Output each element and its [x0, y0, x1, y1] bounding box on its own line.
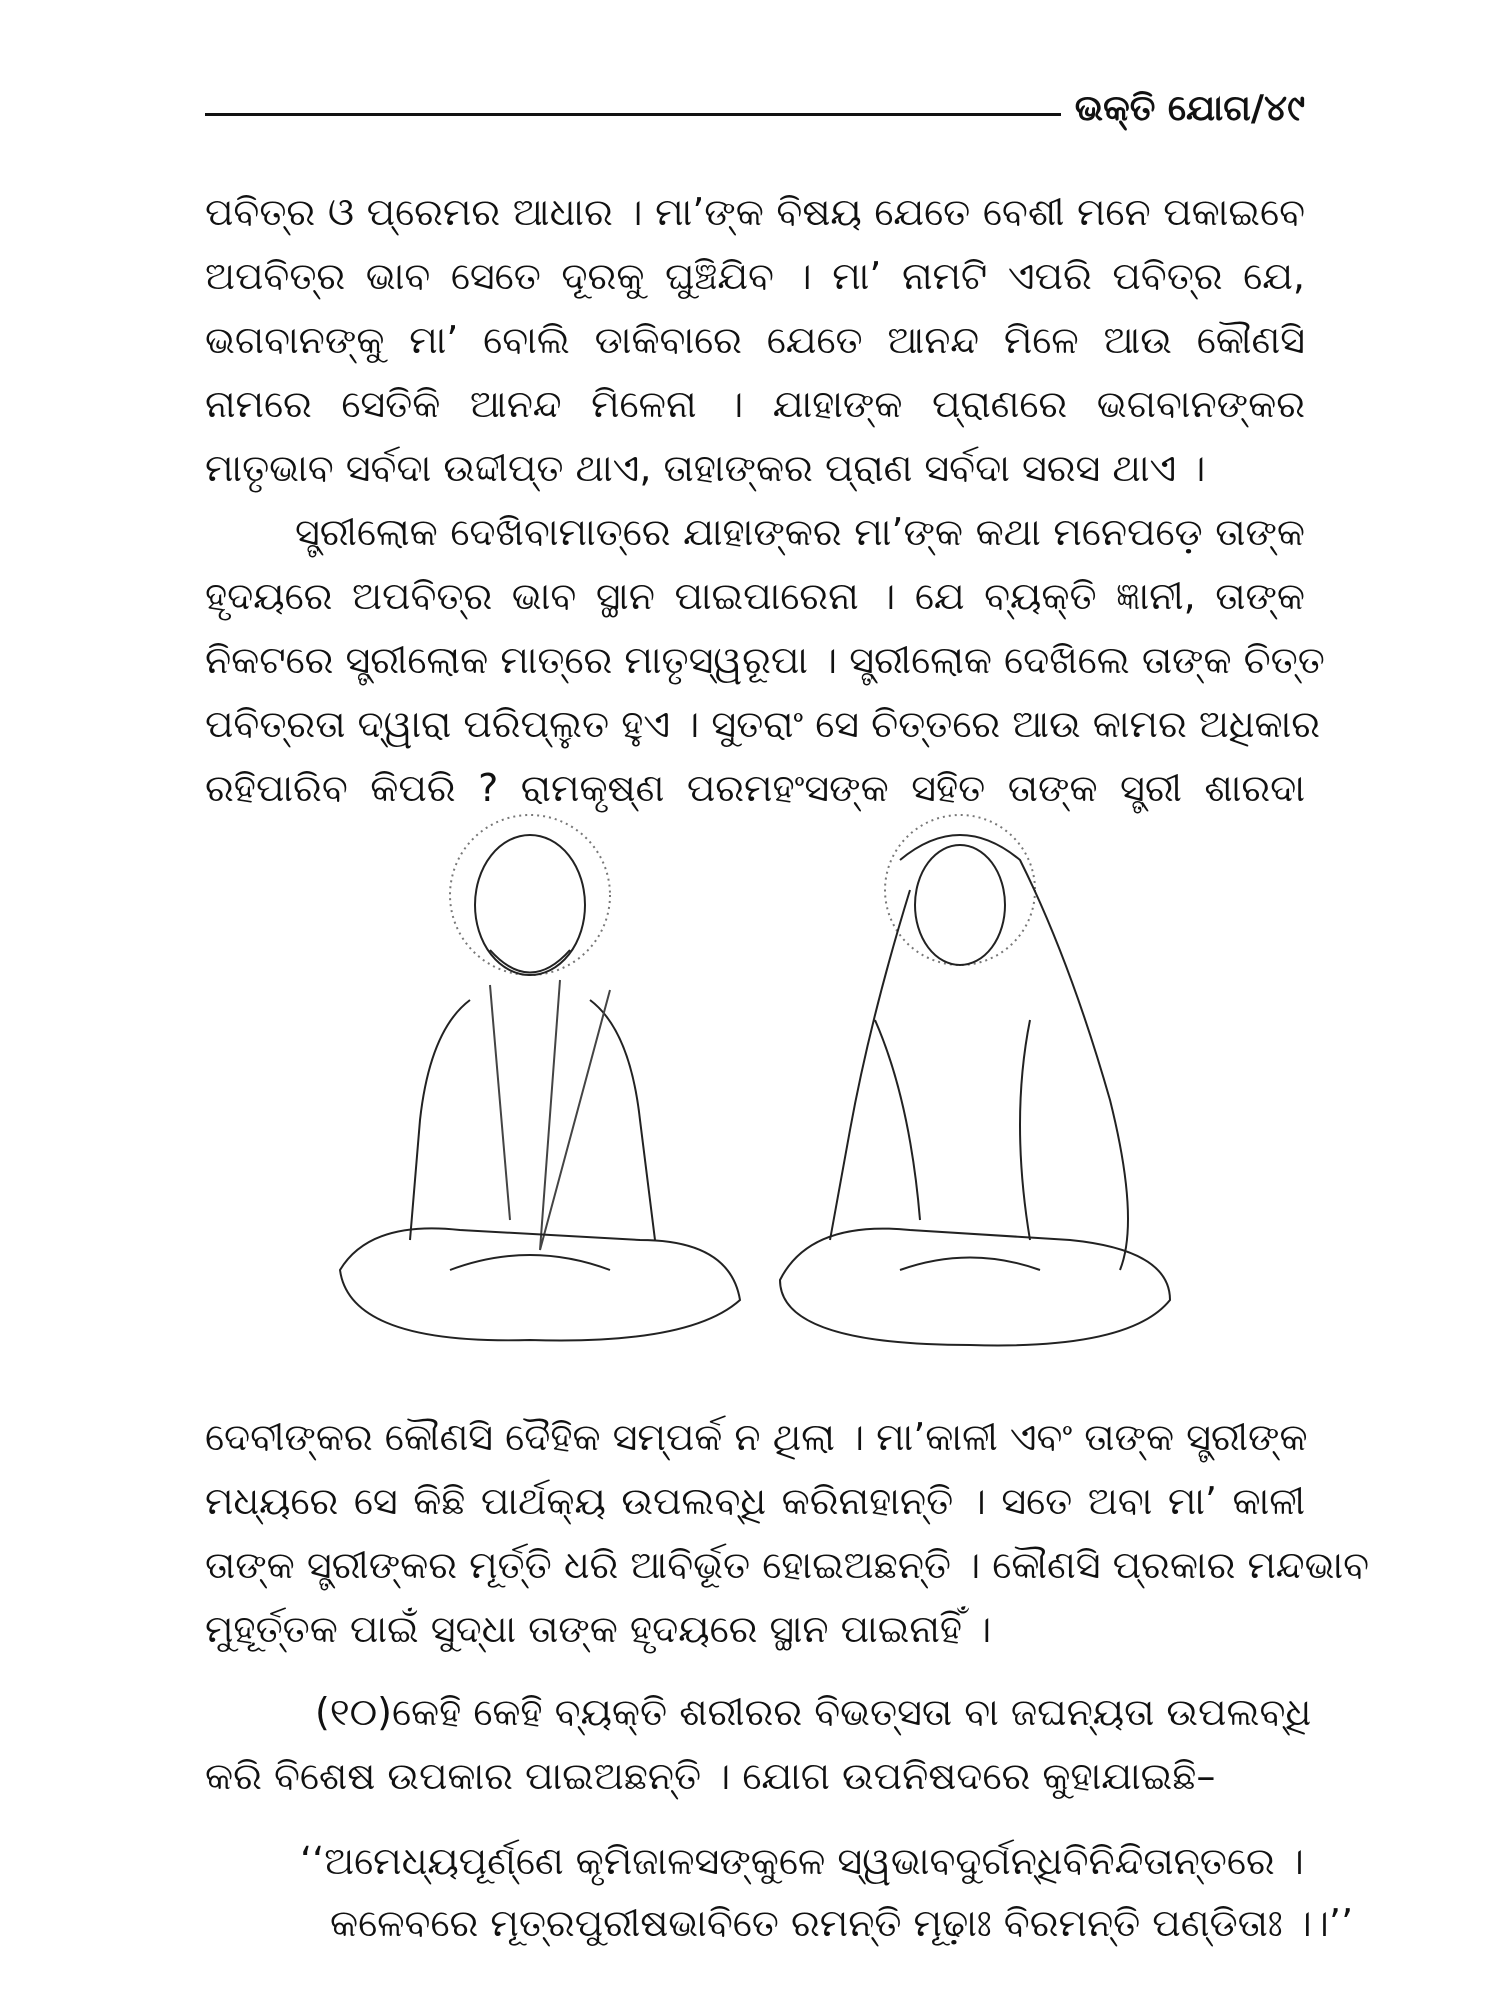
- text-line: ଅପବିତ୍ର ଭାବ ସେତେ ଦୂରକୁ ଘୁଞ୍ଚିଯିବ । ମା’ ନାମଟି ଏପରି ପବିତ୍ର ଯେ,: [205, 254, 1305, 298]
- text-line: ଭଗବାନଙ୍କୁ ମା’ ବୋଲି ଡାକିବାରେ ଯେତେ ଆନନ୍ଦ ମିଳେ ଆଉ କୌଣସି: [205, 318, 1305, 362]
- text-line: ହୃଦୟରେ ଅପବିତ୍ର ଭାବ ସ୍ଥାନ ପାଇପାରେନା । ଯେ ବ୍ୟକ୍ତି ଜ୍ଞାନୀ, ତାଙ୍କ: [205, 574, 1305, 618]
- text-line: ପବିତ୍ର ଓ ପ୍ରେମର ଆଧାର । ମା’ଙ୍କ ବିଷୟ ଯେତେ ବେଶୀ ମନେ ପକାଇବେ: [205, 190, 1305, 234]
- text-line: ମୁହୂର୍ତ୍ତକ ପାଇଁ ସୁଦ୍ଧା ତାଙ୍କ ହୃଦୟରେ ସ୍ଥାନ ପାଇନାହିଁ ।: [205, 1607, 992, 1651]
- paragraph-3: [205, 1405, 1370, 1661]
- paragraph-1: [205, 180, 1305, 500]
- hair-right: [830, 890, 910, 1240]
- text-line: ଦେବୀଙ୍କର କୌଣସି ଦୈହିକ ସମ୍ପର୍କ ନ ଥିଲା । ମା’କାଳୀ ଏବଂ ତାଙ୍କ ସ୍ତ୍ରୀଙ୍କ: [205, 1415, 1308, 1459]
- hands-left: [450, 1255, 610, 1270]
- running-title: ଭକ୍ତି ଯୋଗ/୪୯: [1074, 88, 1305, 129]
- arms-left: [410, 1000, 655, 1240]
- paragraph-4: [205, 1680, 1312, 1808]
- illustration-seated-figures: [310, 800, 1190, 1360]
- text-line: ମାତୃଭାବ ସର୍ବଦା ଉଦ୍ଦୀପ୍ତ ଥାଏ, ତାହାଙ୍କର ପ୍ରାଣ ସର୍ବଦା ସରସ ଥାଏ ।: [205, 446, 1206, 490]
- text-line: କରି ବିଶେଷ ଉପକାର ପାଇଅଛନ୍ତି । ଯୋଗ ଉପନିଷଦରେ କୁହାଯାଇଛି–: [205, 1754, 1216, 1798]
- text-line: ତାଙ୍କ ସ୍ତ୍ରୀଙ୍କର ମୂର୍ତ୍ତି ଧରି ଆବିର୍ଭୂତ ହୋଇଅଛନ୍ତି । କୌଣସି ପ୍ରକାର ମନ୍ଦଭାବ: [205, 1543, 1370, 1587]
- text-line: ରହିପାରିବ କିପରି ? ରାମକୃଷ୍ଣ ପରମହଂସଙ୍କ ସହିତ ତାଙ୍କ ସ୍ତ୍ରୀ ଶାରଦା: [205, 766, 1305, 810]
- text-line: ସ୍ତ୍ରୀଲୋକ ଦେଖିବାମାତ୍ରେ ଯାହାଙ୍କର ମା’ଙ୍କ କଥା ମନେପଡ଼େ ତାଙ୍କ: [295, 510, 1305, 554]
- halo-right: [885, 815, 1035, 965]
- page-header: [205, 80, 1305, 130]
- halo-left: [450, 815, 610, 975]
- text-line: ପବିତ୍ରତା ଦ୍ୱାରା ପରିପ୍ଲୁତ ହୁଏ । ସୁତରାଂ ସେ ଚିତ୍ତରେ ଆଉ କାମର ଅଧିକାର: [205, 702, 1321, 746]
- hands-right: [900, 1258, 1040, 1271]
- header-rule: [205, 113, 1061, 116]
- seated-figures-drawing: [310, 800, 1190, 1360]
- sanskrit-verse: [300, 1830, 1354, 1954]
- text-line: ମଧ୍ୟରେ ସେ କିଛି ପାର୍ଥକ୍ୟ ଉପଲବ୍ଧି କରିନାହାନ୍ତି । ସତେ ଅବା ମା’ କାଳୀ: [205, 1479, 1305, 1523]
- text-line: (୧୦)କେହି କେହି ବ୍ୟକ୍ତି ଶରୀରର ବିଭତ୍ସତା ବା ଜଘନ୍ୟତା ଉପଲବ୍ଧି: [315, 1690, 1312, 1734]
- paragraph-2: [205, 500, 1325, 820]
- legs-right: [780, 1229, 1170, 1346]
- head-left: [475, 835, 585, 975]
- head-right: [915, 845, 1005, 965]
- verse-line: କଳେବରେ ମୂତ୍ରପୁରୀଷଭାବିତେ ରମନ୍ତି ମୂଢ଼ାଃ ବିରମନ୍ତି ପଣ୍ଡିତାଃ ।।’’: [330, 1901, 1354, 1945]
- veil-right: [900, 835, 1128, 1270]
- text-line: ନାମରେ ସେତିକି ଆନନ୍ଦ ମିଳେନା । ଯାହାଙ୍କ ପ୍ରାଣରେ ଭଗବାନଙ୍କର: [205, 382, 1305, 426]
- cloth-left: [490, 980, 610, 1250]
- verse-line: ‘‘ଅମେଧ୍ୟପୂର୍ଣ୍ଣେ କୃମିଜାଳସଙ୍କୁଳେ ସ୍ୱଭାବଦୁର୍ଗନ୍ଧିବିନିନ୍ଦିତାନ୍ତରେ ।: [300, 1839, 1304, 1883]
- text-line: ନିକଟରେ ସ୍ତ୍ରୀଲୋକ ମାତ୍ରେ ମାତୃସ୍ୱରୂପା । ସ୍ତ୍ରୀଲୋକ ଦେଖିଲେ ତାଙ୍କ ଚିତ୍ତ: [205, 638, 1325, 682]
- body-right: [875, 1020, 1030, 1240]
